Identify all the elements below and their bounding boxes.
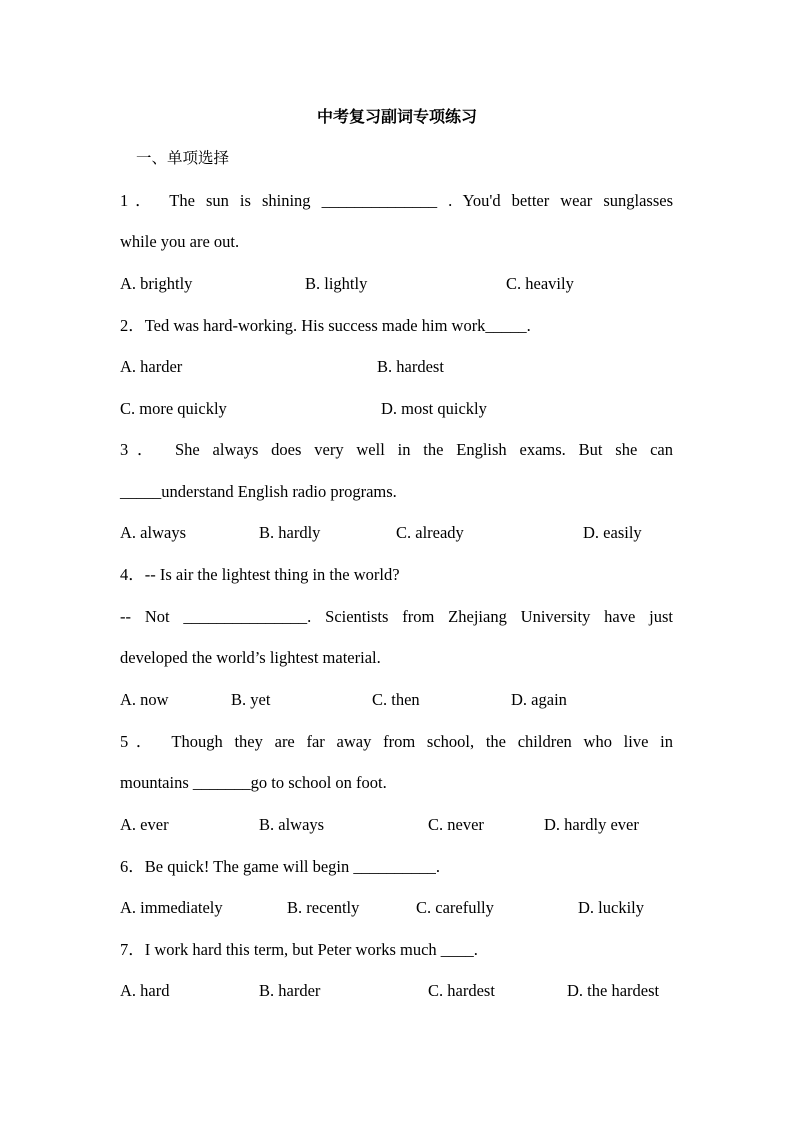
option-d[interactable]: D. the hardest: [567, 981, 660, 1000]
option-d[interactable]: D. hardly ever: [544, 815, 639, 834]
option-c[interactable]: C. heavily: [506, 274, 574, 293]
option-c[interactable]: C. already: [396, 523, 464, 542]
option-a[interactable]: A. hard: [120, 981, 170, 1000]
question-6-stem-line-1: 6．Be quick! The game will begin __________.: [120, 857, 441, 876]
question-3-stem-line-1: 3． She always does very well in the English exams. But she can: [120, 440, 673, 459]
question-4-stem-line-2: -- Not _______________. Scientists from Zhejiang University have just: [120, 607, 673, 626]
option-a[interactable]: A. ever: [120, 815, 169, 834]
option-d[interactable]: D. luckily: [578, 898, 644, 917]
option-b[interactable]: B. always: [259, 815, 325, 834]
question-5-stem-line-2: mountains _______go to school on foot.: [120, 773, 387, 792]
question-5-stem-line-1: 5． Though they are far away from school, the children who live in: [120, 732, 673, 751]
option-c[interactable]: C. carefully: [416, 898, 494, 917]
option-a[interactable]: A. immediately: [120, 898, 223, 917]
option-c[interactable]: C. hardest: [428, 981, 495, 1000]
question-4-stem-line-1: 4．-- Is air the lightest thing in the world?: [120, 565, 400, 584]
question-3-stem-line-2: _____understand English radio programs.: [120, 482, 397, 501]
question-4-stem-line-3: developed the world’s lightest material.: [120, 648, 381, 667]
option-d[interactable]: D. again: [511, 690, 567, 709]
option-b[interactable]: B. recently: [287, 898, 360, 917]
question-7-stem-line-1: 7．I work hard this term, but Peter works much ____.: [120, 940, 478, 959]
option-b[interactable]: B. lightly: [305, 274, 368, 293]
option-d[interactable]: D. most quickly: [381, 399, 487, 418]
option-a[interactable]: A. always: [120, 523, 186, 542]
option-a[interactable]: A. harder: [120, 357, 183, 376]
page-title: 中考复习副词专项练习: [316, 107, 477, 126]
question-1-stem-line-1: 1． The sun is shining ______________ . You'd better wear sunglasses: [120, 191, 673, 210]
option-b[interactable]: B. yet: [231, 690, 271, 709]
section-heading: 一、单项选择: [136, 149, 230, 167]
option-a[interactable]: A. brightly: [120, 274, 193, 293]
option-b[interactable]: B. hardest: [377, 357, 444, 376]
option-a[interactable]: A. now: [120, 690, 169, 709]
option-b[interactable]: B. harder: [259, 981, 321, 1000]
option-d[interactable]: D. easily: [583, 523, 642, 542]
question-1-stem-line-2: while you are out.: [120, 232, 240, 251]
question-2-stem-line-1: 2．Ted was hard-working. His success made him work_____.: [120, 316, 531, 335]
option-c[interactable]: C. then: [372, 690, 420, 709]
option-c[interactable]: C. more quickly: [120, 399, 227, 418]
option-c[interactable]: C. never: [428, 815, 484, 834]
option-b[interactable]: B. hardly: [259, 523, 321, 542]
